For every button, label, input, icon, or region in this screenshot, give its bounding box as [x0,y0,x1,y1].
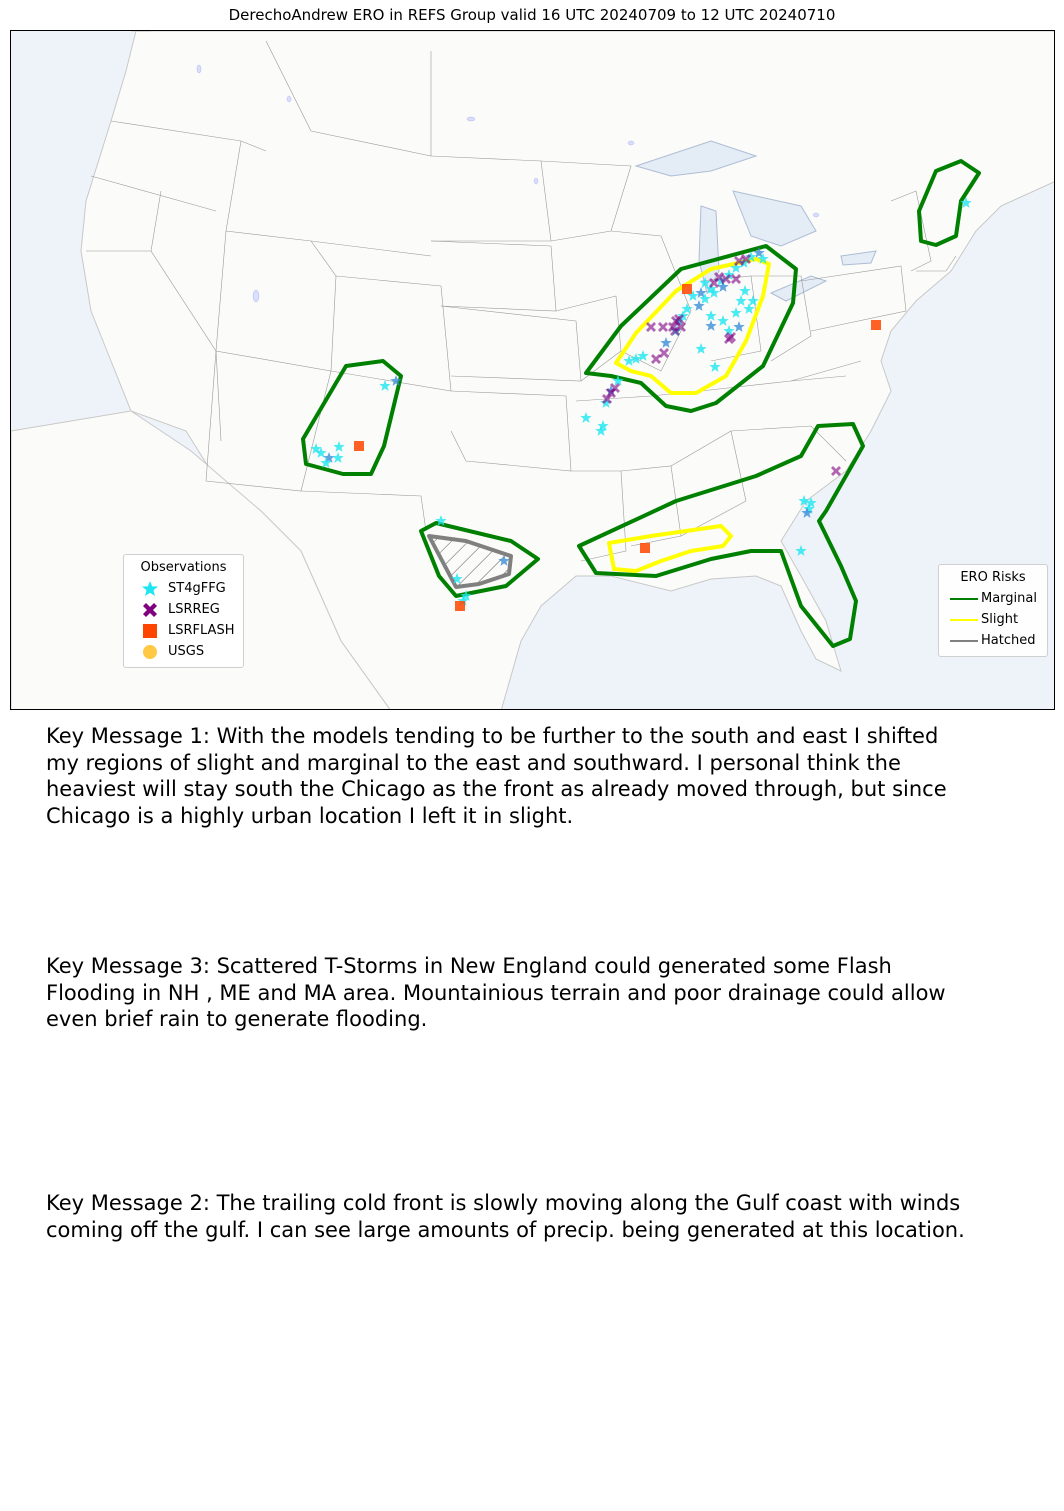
x-icon [132,601,168,619]
lsrflash-marker [871,320,881,330]
lsrflash-marker [354,441,364,451]
legend-item-slight [947,609,1039,630]
legend-label: LSRFLASH [168,623,235,638]
legend-label: USGS [168,644,205,659]
lsrflash-marker [455,601,465,611]
legend-label: ST4gFFG [168,581,226,596]
key-message-3: Key Message 3: Scattered T-Storms in New England could generated some Flash Flooding in NH , ME and MA area. Mountainious terrain and poor drainage could allow even brief rain to generate flooding. [46,954,946,1031]
square-icon [132,622,168,640]
observations-legend-title: Observations [140,560,227,575]
legend-item-lsrreg [132,599,235,620]
key-message-1: Key Message 1: With the models tending to be further to the south and east I shifted my regions of slight and marginal to the east and southward. I personal think the heaviest will stay south the Chicago as the front as already moved through, but since Chicago is a highly urban location I left it in slight. [46,724,947,828]
map-title: DerechoAndrew ERO in REFS Group valid 16 UTC 20240709 to 12 UTC 20240710 [228,6,836,24]
legend-item-lsrflash [132,620,235,641]
key-message-2: Key Message 2: The trailing cold front is slowly moving along the Gulf coast with winds coming off the gulf. I can see large amounts of precip. being generated at this location. [46,1191,965,1242]
legend-item-hatched [947,630,1039,651]
slight-line-icon [947,619,981,621]
ero-legend-title: ERO Risks [960,570,1026,585]
star-icon [132,580,168,598]
lsrflash-marker [682,284,692,294]
legend-label: Slight [981,612,1019,627]
legend-item-usgs [132,641,235,662]
hatched-line-icon [947,640,981,642]
legend-label: Hatched [981,633,1036,648]
ero-risks-legend [938,564,1048,657]
lsrflash-marker [640,543,650,553]
legend-item-marginal [947,588,1039,609]
circle-icon [132,643,168,661]
observations-legend [123,554,244,668]
legend-label: LSRREG [168,602,220,617]
legend-item-st4gffg [132,578,235,599]
marginal-line-icon [947,598,981,600]
ero-map[interactable] [10,30,1055,710]
legend-label: Marginal [981,591,1037,606]
